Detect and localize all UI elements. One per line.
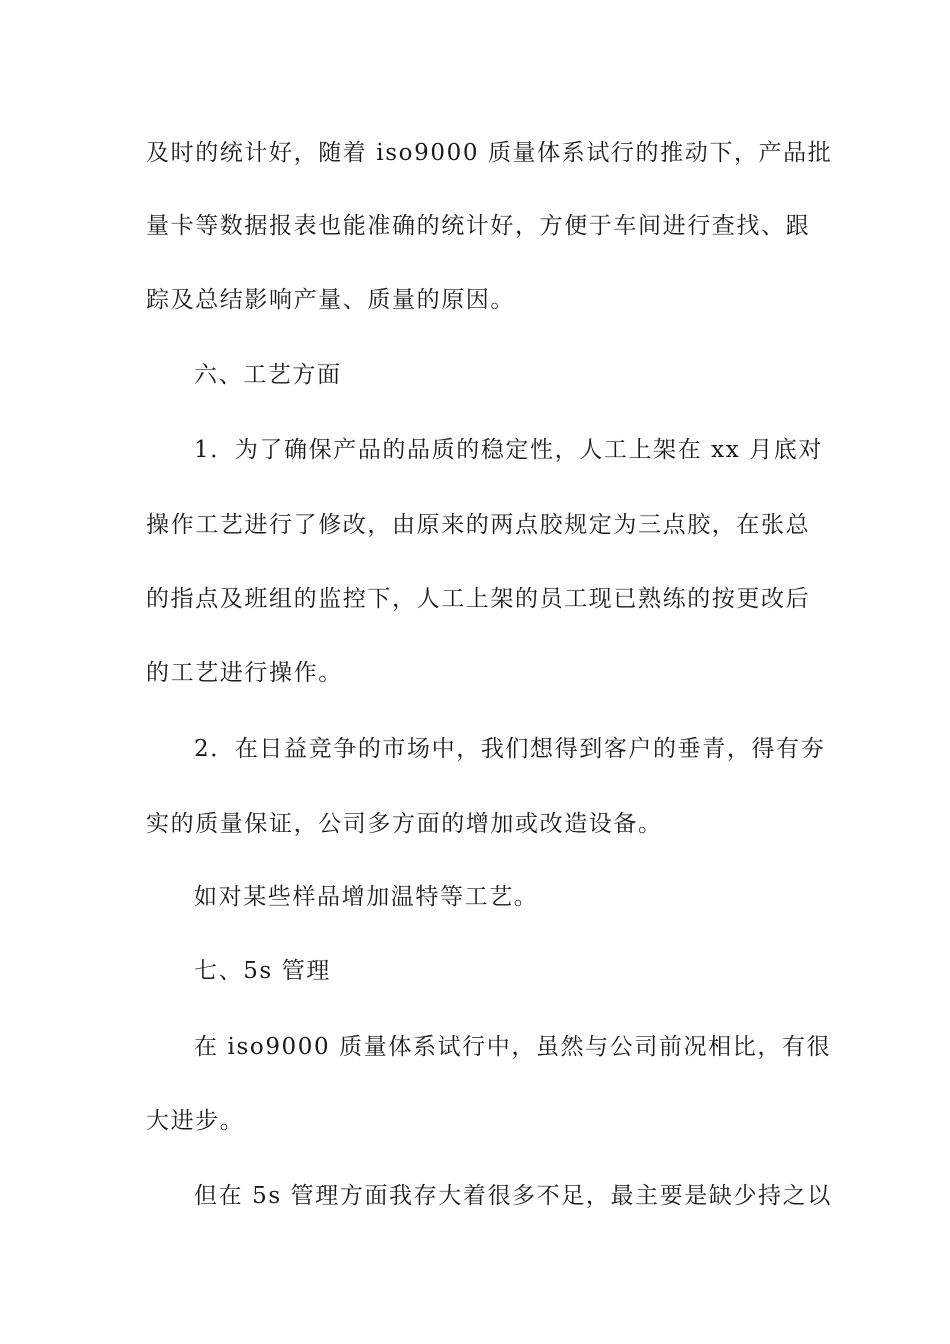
section-heading: 六、工艺方面 — [194, 362, 342, 388]
paragraph-line: 2．在日益竞争的市场中，我们想得到客户的垂青，得有夯 — [194, 736, 826, 762]
paragraph-line: 如对某些样品增加温特等工艺。 — [194, 884, 539, 910]
paragraph-line: 在 iso9000 质量体系试行中，虽然与公司前况相比，有很 — [194, 1034, 832, 1060]
paragraph-line: 及时的统计好，随着 iso9000 质量体系试行的推动下，产品批 — [146, 140, 833, 166]
paragraph-line: 的工艺进行操作。 — [146, 660, 343, 686]
paragraph-line: 大进步。 — [146, 1108, 245, 1134]
paragraph-line: 1．为了确保产品的品质的稳定性，人工上架在 xx 月底对 — [194, 437, 823, 463]
paragraph-line: 踪及总结影响产量、质量的原因。 — [146, 287, 515, 313]
paragraph-line: 量卡等数据报表也能准确的统计好，方便于车间进行查找、跟 — [146, 213, 811, 239]
paragraph-line: 实的质量保证，公司多方面的增加或改造设备。 — [146, 811, 663, 837]
paragraph-line: 的指点及班组的监控下，人工上架的员工现已熟练的按更改后 — [146, 586, 811, 612]
section-heading: 七、5s 管理 — [194, 958, 331, 984]
paragraph-line: 但在 5s 管理方面我存大着很多不足，最主要是缺少持之以 — [194, 1183, 832, 1209]
paragraph-line: 操作工艺进行了修改，由原来的两点胶规定为三点胶，在张总 — [146, 512, 811, 538]
